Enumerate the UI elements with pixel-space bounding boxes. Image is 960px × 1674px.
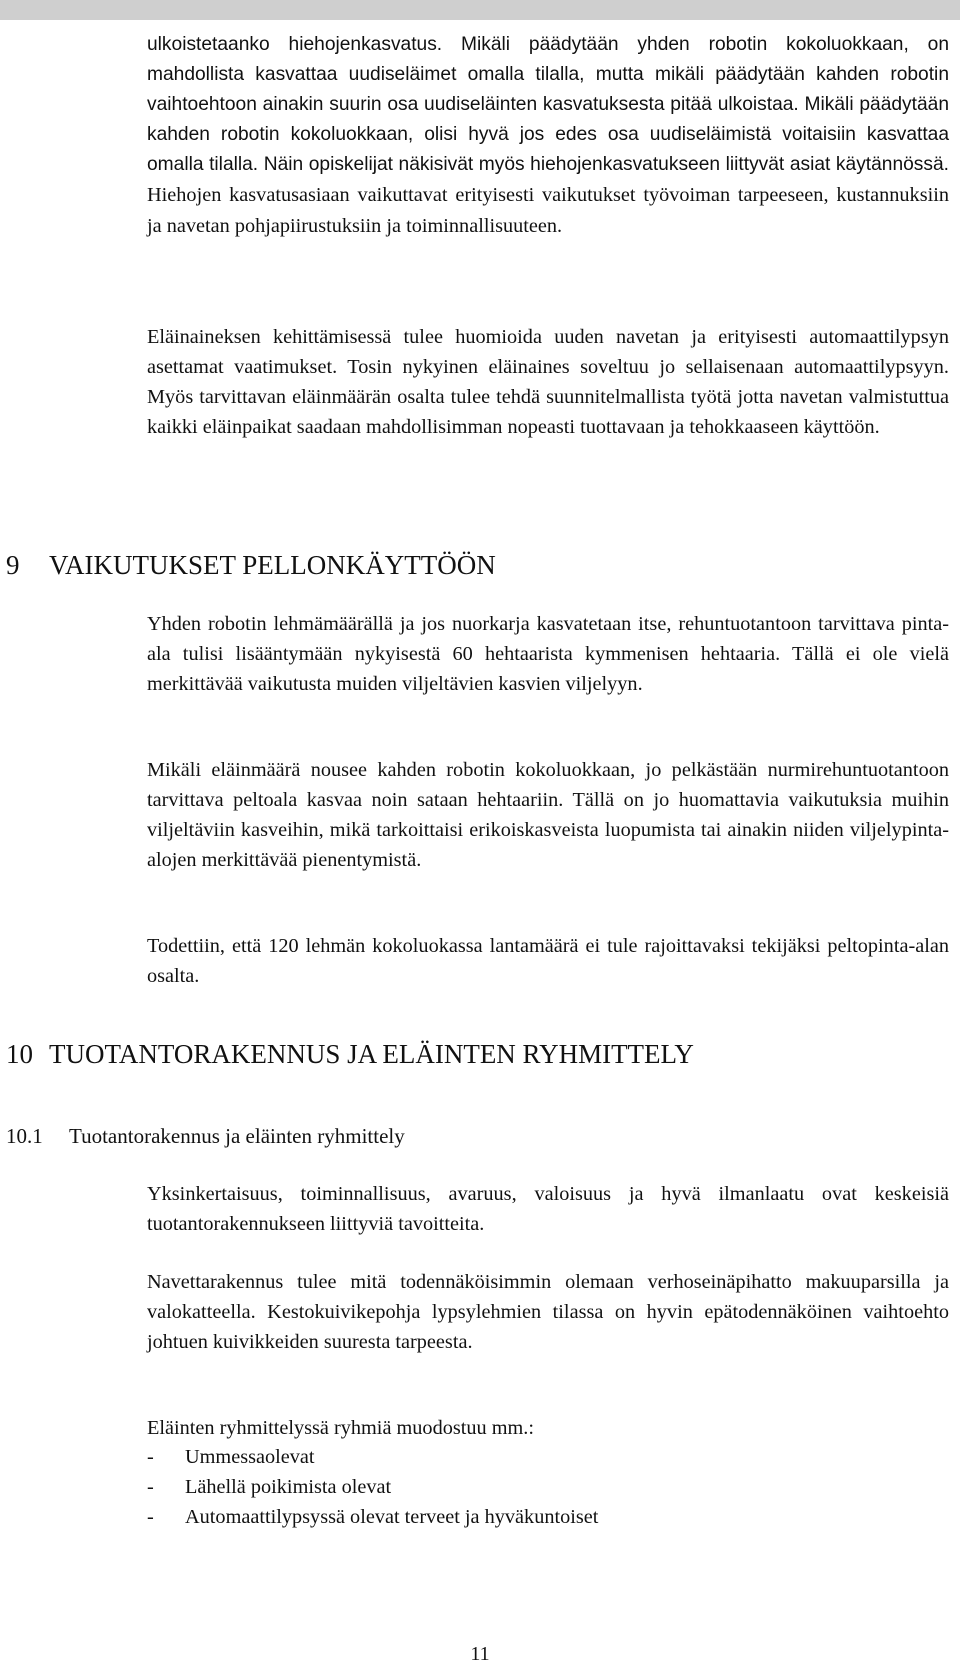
list-item-text: Automaattilypsyssä olevat terveet ja hyväkuntoiset [185,1506,599,1528]
heading-text: Tuotantorakennus ja eläinten ryhmittely [69,1124,405,1148]
list-item [147,1472,949,1502]
heading-section-9 [6,548,496,582]
paragraph-lantamaara: Todettiin, että 120 lehmän kokoluokassa lantamäärä ei tule rajoittavaksi tekijäksi peltopinta-alan osalta. [147,935,949,987]
list-item [147,1502,949,1532]
group-list [147,1442,949,1532]
paragraph-hiehot-text: ulkoistetaanko hiehojenkasvatus. Mikäli päädytään yhden robotin kokoluokkaan, on mahdollista kasvattaa uudiseläimet omalla tilalla, mutta mikäli päädytään kahden robotin vaihtoehtoon ainakin suurin osa uudiseläinten kasvatuksesta pitää ulkoistaa. Mikäli päädytään kahden robotin kokoluokkaan, olisi hyvä jos edes osa uudiseläimistä voitaisiin kasvattaa omalla tilalla. Näin opiskelijat näkisivät myös hiehojenkasvatukseen liittyvät asiat käytännössä. [147,34,949,175]
paragraph-navettarakennus: Navettarakennus tulee mitä todennäköisimmin olemaan verhoseinäpihatto makuuparsilla ja valokatteella. Kestokuivikepohja lypsylehmien tilassa on hyvin epätodennäköinen vaihtoehto johtuen kuivikkeiden suuresta tarpeesta. [147,1271,949,1353]
list-item [147,1442,949,1472]
paragraph-tavoitteet: Yksinkertaisuus, toiminnallisuus, avaruus, valoisuus ja hyvä ilmanlaatu ovat keskeisiä tuotantorakennukseen liittyviä tavoitteita. [147,1183,949,1235]
heading-number: 9 [6,550,20,580]
heading-text: TUOTANTORAKENNUS JA ELÄINTEN RYHMITTELY [49,1039,694,1069]
heading-section-10 [6,1037,694,1071]
list-item-text: Lähellä poikimista olevat [185,1476,392,1498]
paragraph-hiehot [147,30,949,242]
page-number: 11 [470,1643,490,1665]
list-dash: - [147,1446,154,1468]
heading-section-10-1 [6,1121,405,1151]
paragraph-hiehot-cont: Hiehojen kasvatusasiaan vaikuttavat erityisesti vaikutukset työvoiman tarpeeseen, kustannuksiin ja navetan pohjapiirustuksiin ja toiminnallisuuteen. [147,184,949,237]
list-dash: - [147,1506,154,1528]
paragraph-kahden-robotin: Mikäli eläinmäärä nousee kahden robotin kokoluokkaan, jo pelkästään nurmirehuntuotantoon tarvittava peltoala kasvaa noin sataan hehtaariin. Tällä on jo huomattavia vaikutuksia muihin viljeltäviin kasveihin, mikä tarkoittaisi erikoiskasveista luopumista tai ainakin niiden viljelypinta-alojen merkittävää pienentymistä. [147,759,949,871]
heading-number: 10.1 [6,1124,43,1148]
paragraph-yhden-robotin: Yhden robotin lehmämäärällä ja jos nuorkarja kasvatetaan itse, rehuntuotantoon tarvittava pinta-ala tulisi lisääntymään nykyisestä 60 hehtaarista kymmenisen hehtaaria. Tällä ei ole vielä merkittävää vaikutusta muiden viljeltävien kasvien viljelyyn. [147,613,949,695]
paragraph-elainaines: Eläinaineksen kehittämisessä tulee huomioida uuden navetan ja erityisesti automaattilypsyn asettamat vaatimukset. Tosin nykyinen eläinaines soveltuu jo sellaisenaan automaattilypsyyn. Myös tarvittavan eläinmäärän osalta tulee tehdä suunnitelmallista työtä jotta navetan valmistuttua kaikki eläinpaikat saadaan mahdollisimman nopeasti tuottavaan ja tehokkaaseen käyttöön. [147,326,949,438]
paragraph-ryhmittely: Eläinten ryhmittelyssä ryhmiä muodostuu mm.: [147,1417,534,1439]
list-item-text: Ummessaolevat [185,1446,315,1468]
list-dash: - [147,1476,154,1498]
heading-number: 10 [6,1039,33,1069]
heading-text: VAIKUTUKSET PELLONKÄYTTÖÖN [49,550,496,580]
